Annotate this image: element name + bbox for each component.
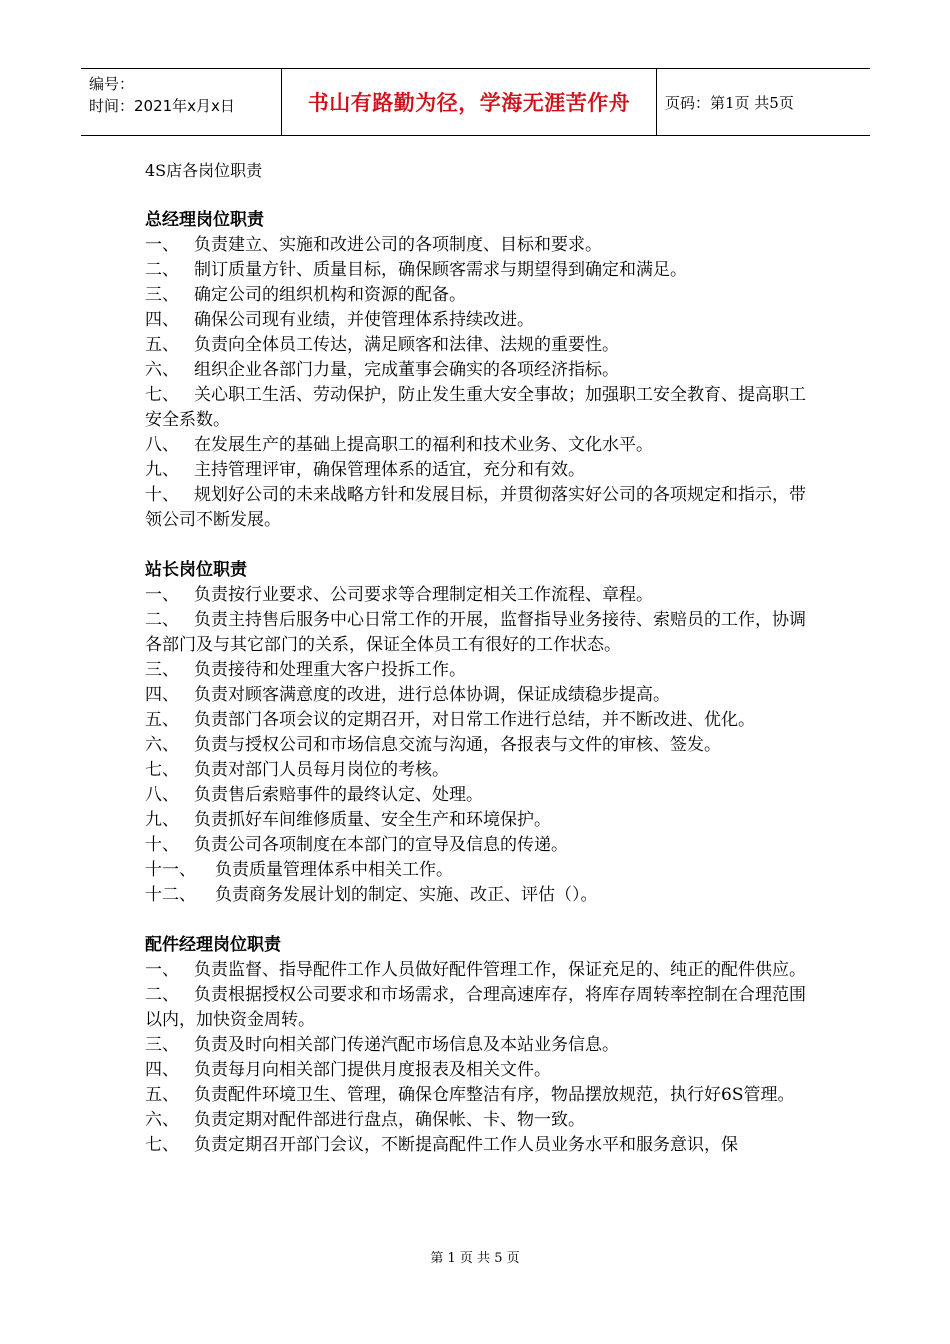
item-text: 组织企业各部门力量，完成董事会确实的各项经济指标。	[194, 360, 619, 380]
item-number: 三、	[145, 1035, 179, 1055]
duty-item	[145, 1083, 813, 1108]
duty-item	[145, 233, 813, 258]
item-number: 三、	[145, 285, 179, 305]
item-text: 负责定期对配件部进行盘点，确保帐、卡、物一致。	[194, 1110, 585, 1130]
item-text: 负责对部门人员每月岗位的考核。	[194, 760, 449, 780]
item-text: 负责售后索赔事件的最终认定、处理。	[194, 785, 483, 805]
item-text: 制订质量方针、质量目标，确保顾客需求与期望得到确定和满足。	[194, 260, 687, 280]
item-number: 六、	[145, 735, 179, 755]
item-text: 主持管理评审，确保管理体系的适宜，充分和有效。	[194, 460, 585, 480]
item-number: 六、	[145, 360, 179, 380]
duty-item	[145, 733, 813, 758]
duty-item	[145, 383, 813, 433]
sections-container	[145, 208, 813, 1158]
item-number: 七、	[145, 760, 179, 780]
item-number: 一、	[145, 235, 179, 255]
item-number: 五、	[145, 710, 179, 730]
header-meta	[81, 69, 281, 135]
document-title: 4S店各岗位职责	[145, 161, 263, 180]
item-number: 二、	[145, 260, 179, 280]
duty-item	[145, 683, 813, 708]
item-text: 负责配件环境卫生、管理，确保仓库整洁有序，物品摆放规范，执行好6S管理。	[194, 1085, 795, 1105]
item-text: 负责部门各项会议的定期召开，对日常工作进行总结，并不断改进、优化。	[194, 710, 755, 730]
duty-item	[145, 1108, 813, 1133]
duty-item	[145, 708, 813, 733]
duty-item	[145, 258, 813, 283]
item-text: 规划好公司的未来战略方针和发展目标，并贯彻落实好公司的各项规定和指示，带领公司不断发展。	[145, 485, 806, 530]
item-number: 五、	[145, 1085, 179, 1105]
item-number: 八、	[145, 435, 179, 455]
item-text: 负责与授权公司和市场信息交流与沟通，各报表与文件的审核、签发。	[194, 735, 721, 755]
item-number: 四、	[145, 310, 179, 330]
duty-item	[145, 1058, 813, 1083]
item-number: 六、	[145, 1110, 179, 1130]
time-label: 时间：2021年x月x日	[89, 97, 235, 115]
duty-item	[145, 583, 813, 608]
number-label: 编号：	[89, 75, 135, 93]
item-number: 一、	[145, 585, 179, 605]
duty-item	[145, 308, 813, 333]
page-footer: 第 1 页 共 5 页	[430, 1251, 520, 1266]
item-text: 负责按行业要求、公司要求等合理制定相关工作流程、章程。	[194, 585, 653, 605]
item-number: 十、	[145, 835, 179, 855]
item-text: 确保公司现有业绩，并使管理体系持续改进。	[194, 310, 534, 330]
item-text: 负责每月向相关部门提供月度报表及相关文件。	[194, 1060, 551, 1080]
duty-item	[145, 358, 813, 383]
item-number: 十一、	[145, 860, 196, 880]
header-page-label: 页码：第1页 共5页	[665, 93, 794, 112]
item-number: 四、	[145, 1060, 179, 1080]
duty-item	[145, 783, 813, 808]
item-text: 负责建立、实施和改进公司的各项制度、目标和要求。	[194, 235, 602, 255]
section	[145, 933, 813, 1158]
document-body	[145, 158, 813, 1183]
item-number: 三、	[145, 660, 179, 680]
duty-item	[145, 983, 813, 1033]
duty-item	[145, 833, 813, 858]
item-text: 负责对顾客满意度的改进，进行总体协调，保证成绩稳步提高。	[194, 685, 670, 705]
duty-item	[145, 1033, 813, 1058]
item-text: 负责接待和处理重大客户投拆工作。	[194, 660, 466, 680]
item-text: 负责根据授权公司要求和市场需求，合理高速库存，将库存周转率控制在合理范围以内，加快资金周转。	[145, 985, 806, 1030]
duty-item	[145, 608, 813, 658]
item-number: 二、	[145, 985, 179, 1005]
item-number: 九、	[145, 810, 179, 830]
item-text: 负责公司各项制度在本部门的宣导及信息的传递。	[194, 835, 568, 855]
section-title: 总经理岗位职责	[145, 210, 264, 230]
item-text: 负责主持售后服务中心日常工作的开展，监督指导业务接待、索赔员的工作，协调各部门及与其它部门的关系，保证全体员工有很好的工作状态。	[145, 610, 806, 655]
duty-item	[145, 958, 813, 983]
duty-item	[145, 433, 813, 458]
item-text: 负责商务发展计划的制定、实施、改正、评估（）。	[215, 885, 598, 905]
duty-item	[145, 883, 813, 908]
item-number: 十、	[145, 485, 179, 505]
item-number: 七、	[145, 1135, 179, 1155]
section	[145, 558, 813, 908]
duty-item	[145, 858, 813, 883]
duty-item	[145, 1133, 813, 1158]
item-number: 一、	[145, 960, 179, 980]
item-number: 九、	[145, 460, 179, 480]
item-text: 负责质量管理体系中相关工作。	[215, 860, 453, 880]
item-text: 确定公司的组织机构和资源的配备。	[194, 285, 466, 305]
duty-item	[145, 658, 813, 683]
item-number: 五、	[145, 335, 179, 355]
item-number: 四、	[145, 685, 179, 705]
duty-item	[145, 458, 813, 483]
section-title: 站长岗位职责	[145, 560, 247, 580]
item-text: 负责定期召开部门会议，不断提高配件工作人员业务水平和服务意识，保	[194, 1135, 738, 1155]
item-text: 在发展生产的基础上提高职工的福利和技术业务、文化水平。	[194, 435, 653, 455]
item-text: 负责抓好车间维修质量、安全生产和环境保护。	[194, 810, 551, 830]
section	[145, 208, 813, 533]
item-text: 负责及时向相关部门传递汽配市场信息及本站业务信息。	[194, 1035, 619, 1055]
item-number: 八、	[145, 785, 179, 805]
item-text: 负责监督、指导配件工作人员做好配件管理工作，保证充足的、纯正的配件供应。	[194, 960, 806, 980]
section-title: 配件经理岗位职责	[145, 935, 281, 955]
item-number: 十二、	[145, 885, 196, 905]
header-motto: 书山有路勤为径，学海无涯苦作舟	[281, 69, 657, 135]
item-text: 关心职工生活、劳动保护，防止发生重大安全事故；加强职工安全教育、提高职工安全系数。	[145, 385, 806, 430]
duty-item	[145, 808, 813, 833]
item-text: 负责向全体员工传达，满足顾客和法律、法规的重要性。	[194, 335, 619, 355]
item-number: 七、	[145, 385, 179, 405]
item-number: 二、	[145, 610, 179, 630]
page-header	[81, 68, 870, 136]
duty-item	[145, 333, 813, 358]
duty-item	[145, 758, 813, 783]
duty-item	[145, 483, 813, 533]
duty-item	[145, 283, 813, 308]
